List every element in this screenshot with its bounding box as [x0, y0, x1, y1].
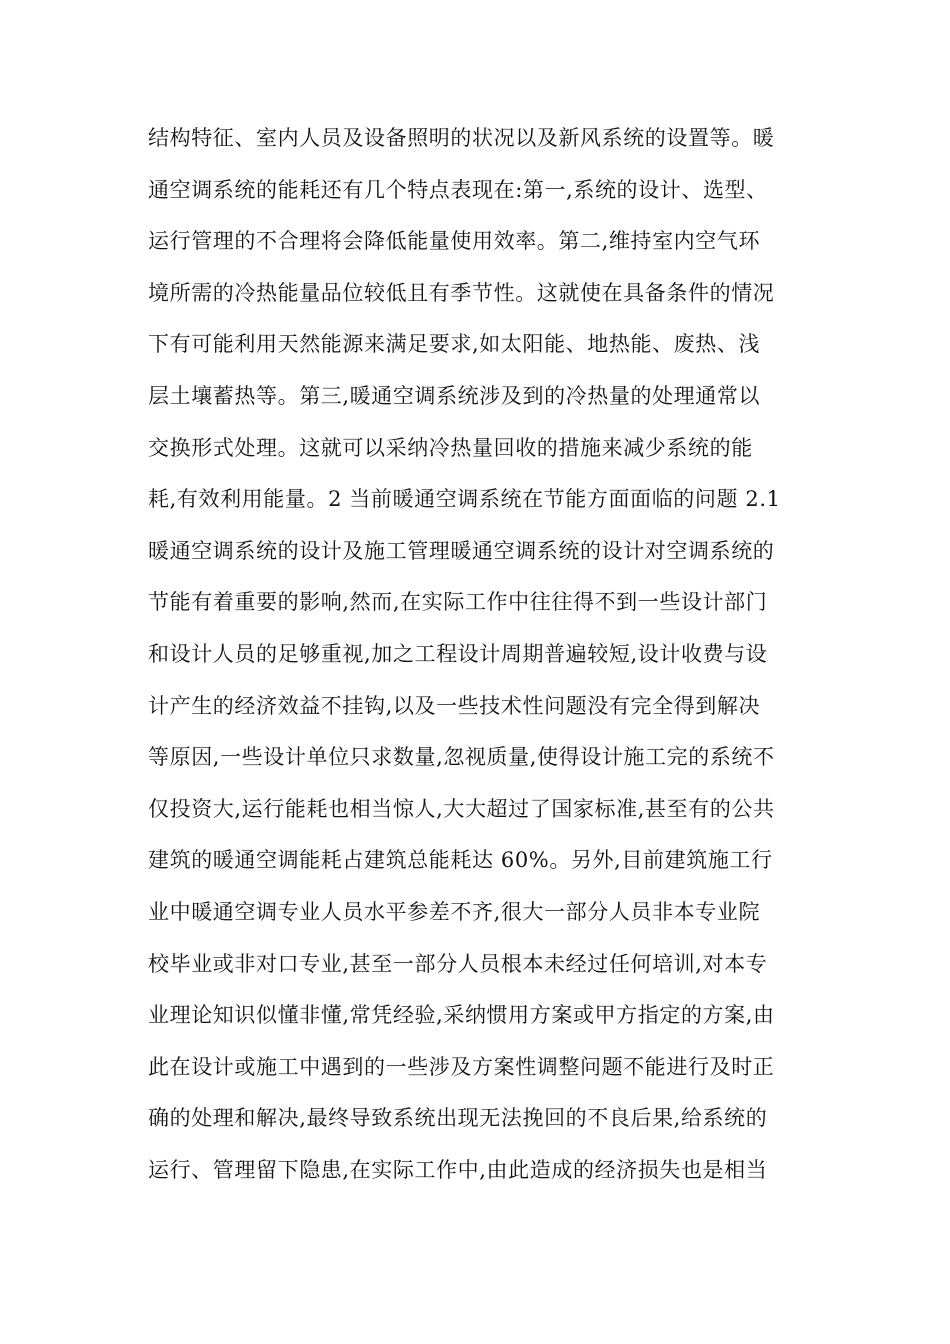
text-line: 业中暖通空调专业人员水平参差不齐,很大一部分人员非本专业院 [148, 899, 761, 924]
text-line: 层土壤蓄热等。第三,暖通空调系统涉及到的冷热量的处理通常以 [148, 383, 761, 408]
text-line: 校毕业或非对口专业,甚至一部分人员根本未经过任何培训,对本专 [148, 951, 768, 976]
text-line: 业理论知识似懂非懂,常凭经验,采纳惯用方案或甲方指定的方案,由 [148, 1003, 775, 1028]
text-line: 等原因,一些设计单位只求数量,忽视质量,使得设计施工完的系统不 [148, 745, 775, 770]
text-line: 建筑的暖通空调能耗占建筑总能耗达 60%。另外,目前建筑施工行 [148, 848, 773, 873]
text-line: 耗,有效利用能量。2 当前暖通空调系统在节能方面面临的问题 2.1 [148, 487, 781, 512]
text-line: 通空调系统的能耗还有几个特点表现在:第一,系统的设计、选型、 [148, 177, 768, 202]
text-line: 和设计人员的足够重视,加之工程设计周期普遍较短,设计收费与设 [148, 641, 768, 666]
text-line: 计产生的经济效益不挂钩,以及一些技术性问题没有完全得到解决 [148, 693, 761, 718]
text-line: 运行、管理留下隐患,在实际工作中,由此造成的经济损失也是相当 [148, 1157, 768, 1182]
text-line: 运行管理的不合理将会降低能量使用效率。第二,维持室内空气环 [148, 229, 761, 254]
text-line: 结构特征、室内人员及设备照明的状况以及新风系统的设置等。暖 [148, 126, 775, 150]
body-text [148, 118, 808, 1201]
text-line: 确的处理和解决,最终导致系统出现无法挽回的不良后果,给系统的 [148, 1106, 768, 1131]
text-line: 仅投资大,运行能耗也相当惊人,大大超过了国家标准,甚至有的公共 [148, 796, 775, 821]
text-line: 此在设计或施工中遇到的一些涉及方案性调整问题不能进行及时正 [148, 1054, 775, 1079]
text-line: 暖通空调系统的设计及施工管理暖通空调系统的设计对空调系统的 [148, 538, 775, 563]
text-line: 节能有着重要的影响,然而,在实际工作中往往得不到一些设计部门 [148, 590, 768, 615]
text-line: 交换形式处理。这就可以采纳冷热量回收的措施来减少系统的能 [148, 435, 753, 460]
text-line: 境所需的冷热能量品位较低且有季节性。这就使在具备条件的情况 [148, 280, 775, 305]
text-line: 下有可能利用天然能源来满足要求,如太阳能、地热能、废热、浅 [148, 332, 761, 357]
